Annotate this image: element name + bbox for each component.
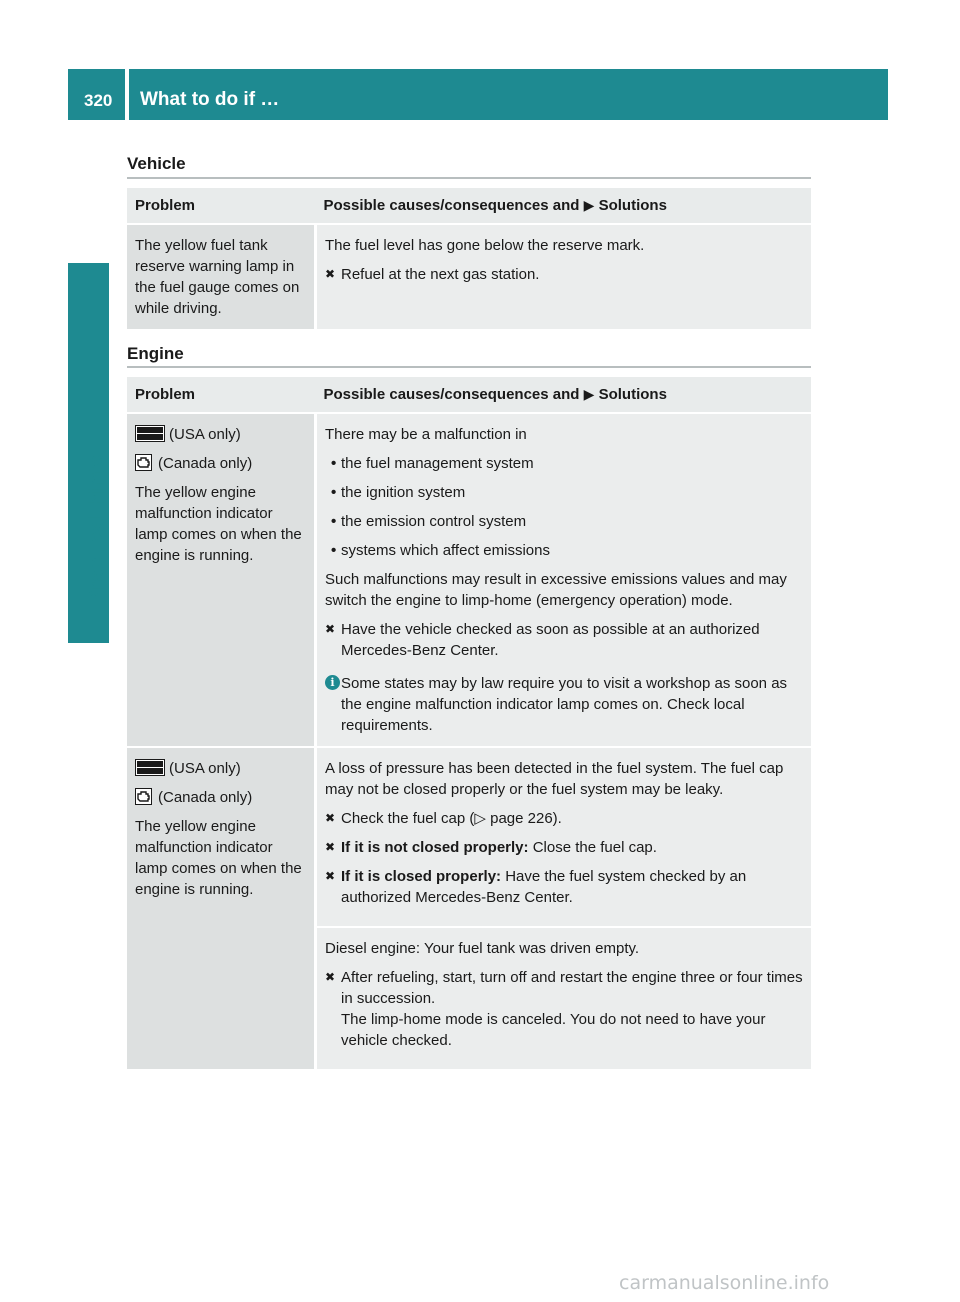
step-text: Have the vehicle checked as soon as possible at an authorized Mercedes-Benz Center. [341,621,760,659]
engine-icon [135,788,152,805]
canada-line [135,787,306,808]
problem-cell [127,413,316,747]
bullet-icon: • [331,513,337,530]
column-header-solutions-label: Solutions [598,197,667,214]
table-row [127,224,811,329]
page-title: What to do if … [140,89,280,110]
canada-only-label: (Canada only) [158,789,253,806]
action-step [325,866,803,908]
page-header [68,69,888,120]
watermark: carmanualsonline.info [619,1272,830,1294]
header-divider [125,69,129,120]
solution-cell [316,413,812,747]
usa-line [135,758,306,779]
section-rule [127,177,811,179]
solution-cell [316,927,812,1069]
canada-line [135,453,306,474]
bullet-text: systems which affect emissions [341,542,550,559]
engine-icon [135,454,152,471]
table-row [127,413,811,747]
list-item [325,482,803,503]
bullet-text: the emission control system [341,513,527,530]
column-header-problem: Problem [127,188,316,224]
action-step [325,967,803,1051]
cause-text: Diesel engine: Your fuel tank was driven empty. [325,940,640,957]
column-header-solutions-label: Solutions [598,386,667,403]
info-icon: i [325,675,340,690]
vehicle-table [127,188,811,329]
table-row [127,747,811,927]
section-heading-vehicle: Vehicle [127,154,186,173]
info-text: Some states may by law require you to visit a workshop as soon as the engine malfunction indicator lamp comes on. Check local requirements. [341,675,788,734]
side-tab-label: Practical hints [84,454,109,605]
section-rule [127,366,811,368]
step-condition: If it is closed properly: [341,868,502,885]
check-engine-icon [135,759,165,776]
section-heading-engine: Engine [127,344,184,363]
action-step [325,837,803,858]
cause-intro: There may be a malfunction in [325,426,527,443]
step-note: The limp-home mode is canceled. You do not need to have your vehicle checked. [341,1011,766,1049]
canada-only-label: (Canada only) [158,455,253,472]
column-header-solutions [316,188,812,224]
solution-cell [316,747,812,927]
bullet-icon: • [331,484,337,501]
column-header-problem: Problem [127,377,316,413]
action-step [325,808,803,829]
step-arrow-icon: ✖ [325,840,336,854]
bullet-icon: • [331,542,337,559]
action-step [325,619,803,661]
usa-only-label: (USA only) [169,426,241,443]
action-step [325,264,803,285]
solution-cell [316,224,812,329]
table-header-row [127,188,811,224]
cause-text: The fuel level has gone below the reserve mark. [325,237,645,254]
step-arrow-icon: ✖ [325,811,336,825]
step-arrow-icon: ✖ [325,622,336,636]
play-arrow-icon: ▶ [583,197,595,213]
usa-only-label: (USA only) [169,760,241,777]
problem-text: The yellow engine malfunction indicator lamp comes on when the engine is running. [135,484,302,564]
result-text: Such malfunctions may result in excessive emissions values and may switch the engine to limp-home (emergency operation) mode. [325,571,787,609]
engine-table [127,377,811,1069]
table-header-row [127,377,811,413]
step-arrow-icon: ✖ [325,970,336,984]
step-arrow-icon: ✖ [325,267,336,281]
step-condition: If it is not closed properly: [341,839,529,856]
bullet-icon: • [331,455,337,472]
column-header-solutions-text: Possible causes/consequences and [323,386,580,403]
step-text: Close the fuel cap. [532,839,657,856]
usa-line [135,424,306,445]
step-arrow-icon: ✖ [325,869,336,883]
step-text: Refuel at the next gas station. [341,266,540,283]
bullet-text: the ignition system [341,484,466,501]
page-number: 320 [84,91,113,110]
info-note [325,673,803,736]
bullet-text: the fuel management system [341,455,534,472]
check-engine-icon [135,425,165,442]
list-item [325,540,803,561]
problem-cell [127,224,316,329]
list-item [325,453,803,474]
cause-text: A loss of pressure has been detected in the fuel system. The fuel cap may not be closed properly or the fuel system may be leaky. [325,760,784,798]
step-text: Check the fuel cap (▷ page 226). [341,810,562,827]
list-item [325,511,803,532]
play-arrow-icon: ▶ [583,386,595,402]
step-text: Have the fuel system checked by an authorized Mercedes-Benz Center. [341,868,747,906]
step-text: After refueling, start, turn off and restart the engine three or four times in succession. [341,969,803,1007]
problem-text: The yellow engine malfunction indicator lamp comes on when the engine is running. [135,818,302,898]
problem-text: The yellow fuel tank reserve warning lamp in the fuel gauge comes on while driving. [135,237,300,317]
column-header-solutions-text: Possible causes/consequences and [323,197,580,214]
problem-cell [127,747,316,1069]
column-header-solutions [316,377,812,413]
